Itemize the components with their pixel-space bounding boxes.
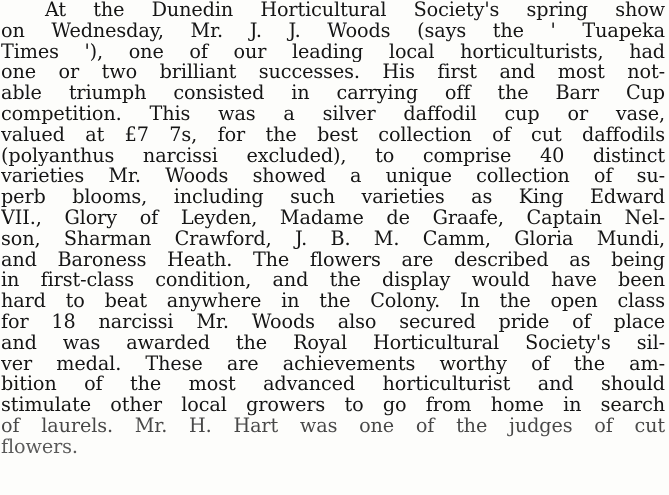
article-line-19: bition of the most advanced horticulturist and should [1, 374, 665, 396]
article-line-1: At the Dunedin Horticultural Society's spring show [45, 0, 665, 21]
article-line-6: competition. This was a silver daffodil cup or vase, [1, 103, 665, 125]
article-line-13: and Baroness Heath. The flowers are described as being [1, 249, 665, 271]
article-line-17: and was awarded the Royal Horticultural Society's sil- [1, 332, 665, 354]
article-line-12: son, Sharman Crawford, J. B. M. Camm, Gloria Mundi, [1, 228, 665, 250]
article-line-5: able triumph consisted in carrying off the Barr Cup [1, 83, 665, 104]
article-line-2: on Wednesday, Mr. J. J. Woods (says the ' Tuapeka [1, 20, 665, 42]
article-line-4: one or two brilliant successes. His first and most not- [1, 62, 665, 84]
article-line-8: (polyanthus narcissi excluded), to comprise 40 distinct [1, 145, 665, 167]
article-line-14: in first-class condition, and the display would have been [1, 270, 665, 292]
article-line-21: of laurels. Mr. H. Hart was one of the judges of cut [1, 415, 665, 437]
article-line-7: valued at £7 7s, for the best collection of cut daffodils [1, 124, 665, 146]
article-line-10: perb blooms, including such varieties as King Edward [1, 187, 665, 208]
article-line-16: for 18 narcissi Mr. Woods also secured pride of place [1, 311, 665, 333]
article-line-18: ver medal. These are achievements worthy of the am- [1, 353, 665, 375]
article-line-11: VII., Glory of Leyden, Madame de Graafe, Captain Nel- [1, 207, 665, 229]
article-line-22: flowers. [1, 436, 78, 458]
article-line-20: stimulate other local growers to go from home in search [1, 395, 665, 416]
article-line-9: varieties Mr. Woods showed a unique collection of su- [1, 166, 665, 188]
article-line-3: Times '), one of our leading local horticulturists, had [1, 41, 665, 63]
article-line-15: hard to beat anywhere in the Colony. In the open class [1, 291, 665, 312]
